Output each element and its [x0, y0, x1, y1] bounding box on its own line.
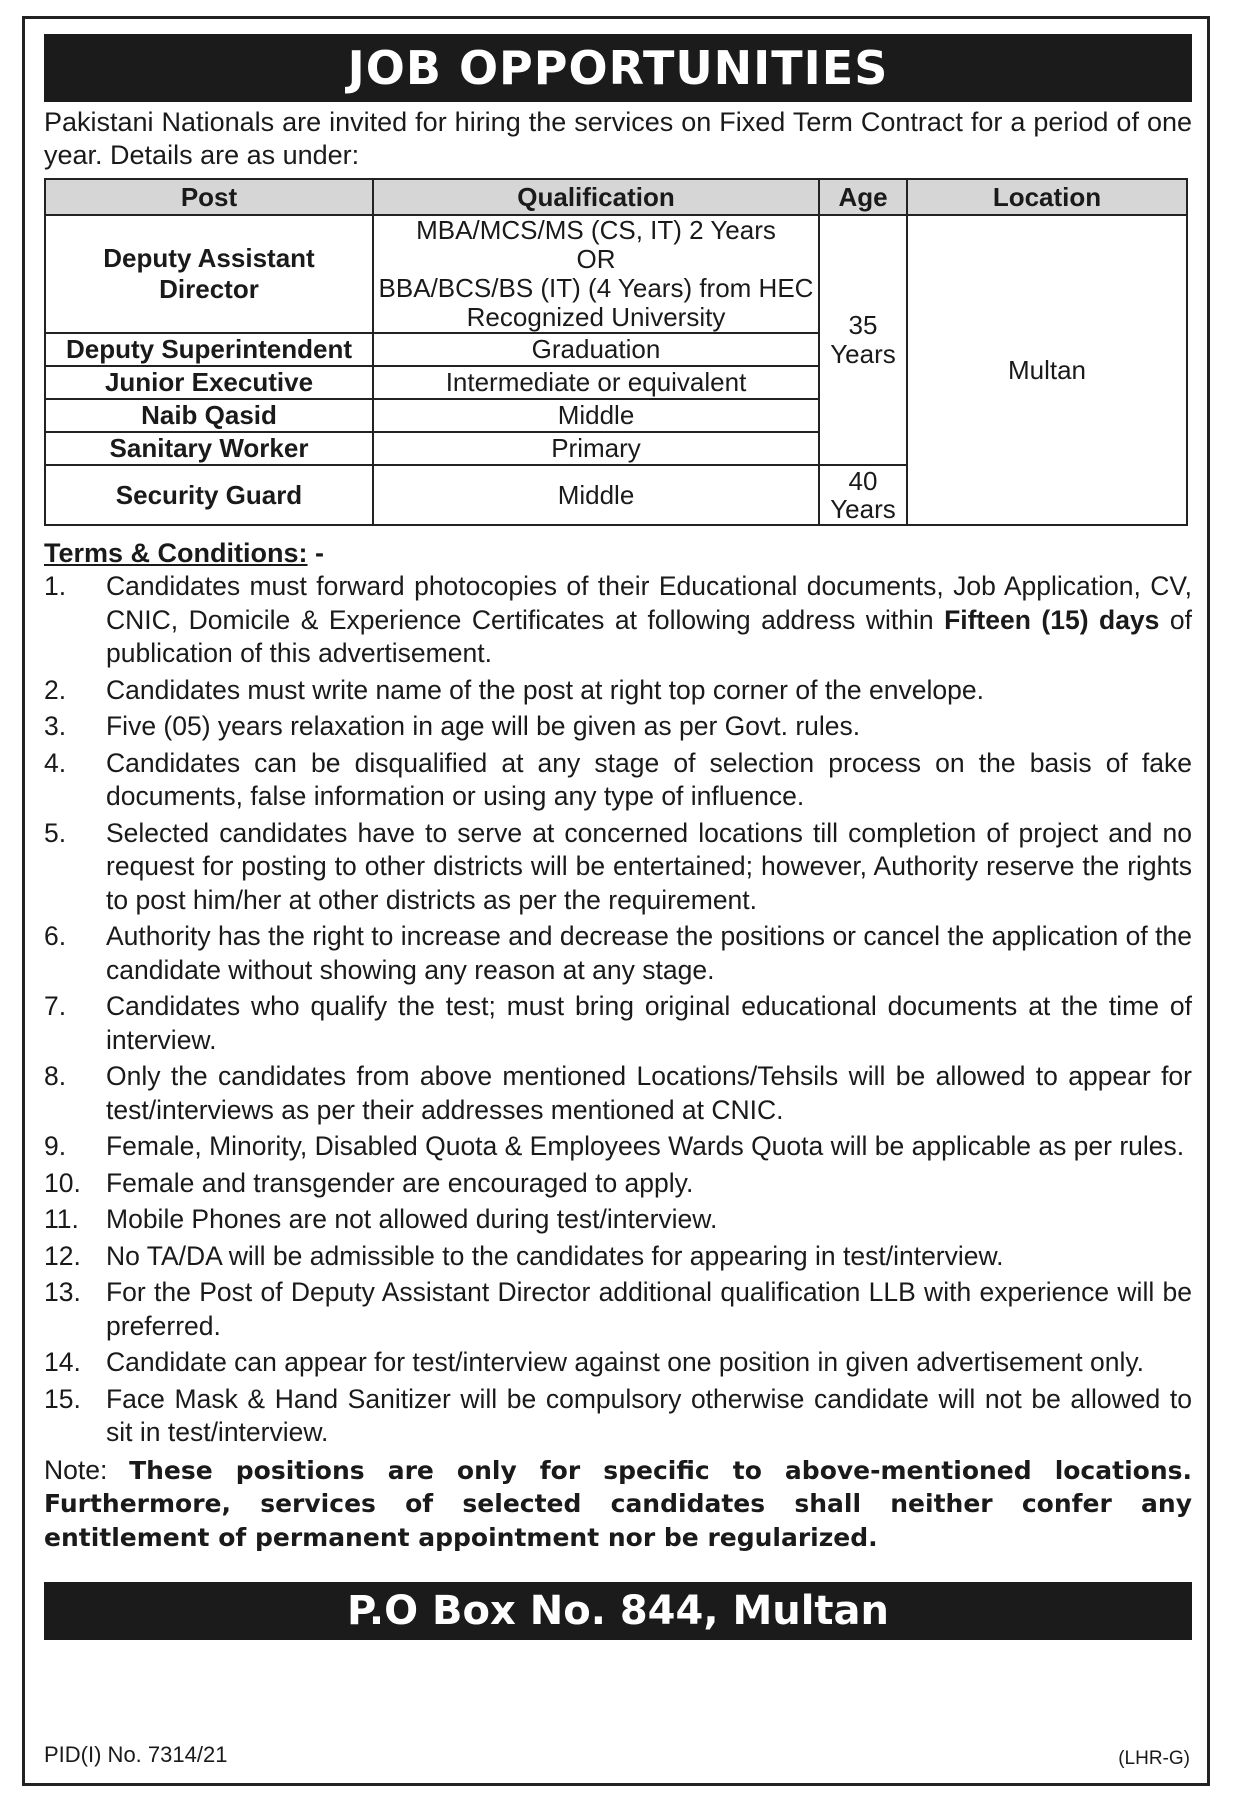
pid-number: PID(I) No. 7314/21	[44, 1742, 228, 1767]
page-title: JOB OPPORTUNITIES	[44, 34, 1192, 102]
qualification-line: BBA/BCS/BS (IT) (4 Years) from HEC	[378, 273, 814, 303]
office-code: (LHR-G)	[1118, 1748, 1190, 1769]
note-label: Note:	[44, 1454, 130, 1485]
location-cell: Multan	[907, 215, 1187, 525]
item-text: For the Post of Deputy Assistant Director additional qualification LLB with experience will be preferred.	[106, 1277, 1192, 1341]
item-text: Female and transgender are encouraged to apply.	[106, 1167, 694, 1198]
item-number: 15.	[44, 1383, 81, 1414]
note	[44, 1454, 1192, 1555]
item-number: 13.	[44, 1277, 81, 1307]
post-cell: Deputy Superintendent	[45, 333, 373, 366]
age-unit: Years	[830, 339, 896, 369]
qualification-line: OR	[576, 244, 616, 274]
post-cell: Deputy Assistant Director	[45, 215, 373, 333]
item-number: 6.	[44, 921, 67, 951]
item-text: Candidate can appear for test/interview against one position in given advertisement only.	[106, 1347, 1145, 1377]
item-text: Female, Minority, Disabled Quota & Employees Wards Quota will be applicable as per rules.	[106, 1131, 1185, 1161]
qualification-line: MBA/MCS/MS (CS, IT) 2 Years	[416, 215, 776, 245]
column-header-qualification: Qualification	[373, 179, 819, 215]
item-text: Only the candidates from above mentioned Locations/Tehsils will be allowed to appear for test/interviews as per their addresses mentioned at CNIC.	[106, 1061, 1192, 1125]
item-number: 8.	[44, 1061, 67, 1091]
column-header-post: Post	[45, 179, 373, 215]
list-item	[44, 1203, 1192, 1237]
item-text-part: Candidates must forward photocopies of their Educational documents, Job Application, CV, CNIC, Domicile & Experience Certificates at following address within	[106, 571, 1192, 635]
post-cell: Junior Executive	[45, 366, 373, 399]
item-text: Candidates must write name of the post at right top corner of the envelope.	[106, 674, 984, 705]
item-number: 9.	[44, 1131, 67, 1161]
post-cell: Sanitary Worker	[45, 432, 373, 465]
item-text: Candidates who qualify the test; must bring original educational documents at the time of interview.	[106, 991, 1192, 1055]
address-banner: P.O Box No. 844, Multan	[44, 1582, 1192, 1640]
terms-list	[44, 570, 1192, 1450]
age-unit: Years	[830, 494, 896, 524]
advertisement	[44, 34, 1192, 1640]
note-text: These positions are only for specific to above-mentioned locations. Furthermore, services of selected candidates shall neither confer any entitlement of permanent appointment nor be regularized.	[44, 1455, 1192, 1552]
terms-heading	[44, 536, 1192, 570]
item-text: No TA/DA will be admissible to the candidates for appearing in test/interview.	[106, 1240, 1004, 1271]
list-item	[44, 920, 1192, 987]
table-header-row	[45, 179, 1187, 215]
age-value: 35	[848, 310, 878, 340]
list-item	[44, 817, 1192, 918]
table-row	[45, 215, 1187, 333]
column-header-location: Location	[907, 179, 1187, 215]
item-number: 2.	[44, 674, 67, 705]
list-item	[44, 570, 1192, 671]
qualification-cell: Primary	[373, 432, 819, 465]
qualification-cell: Middle	[373, 399, 819, 432]
list-item	[44, 674, 1192, 708]
item-number: 3.	[44, 711, 67, 741]
item-number: 14.	[44, 1347, 81, 1377]
item-text-bold: Fifteen (15) days	[944, 604, 1160, 635]
list-item	[44, 1383, 1192, 1450]
list-item	[44, 1276, 1192, 1343]
list-item	[44, 710, 1192, 744]
item-text: Five (05) years relaxation in age will be given as per Govt. rules.	[106, 711, 861, 741]
item-text: Authority has the right to increase and decrease the positions or cancel the application of the candidate without showing any reason at any stage.	[106, 921, 1192, 985]
item-number: 5.	[44, 817, 67, 848]
item-number: 1.	[44, 571, 67, 601]
intro-text: Pakistani Nationals are invited for hiring the services on Fixed Term Contract for a period of one year. Details are as under:	[44, 107, 1192, 170]
terms-heading-text: Terms & Conditions:	[44, 538, 308, 568]
item-number: 11.	[44, 1204, 79, 1234]
post-cell: Naib Qasid	[45, 399, 373, 432]
qualification-cell: Middle	[373, 465, 819, 525]
item-text: Candidates can be disqualified at any stage of selection process on the basis of fake documents, false information or using any type of influence.	[106, 747, 1192, 811]
list-item	[44, 1060, 1192, 1127]
qualification-cell: Graduation	[373, 333, 819, 366]
age-value: 40	[848, 466, 878, 496]
item-number: 7.	[44, 991, 67, 1021]
item-text: Mobile Phones are not allowed during test/interview.	[106, 1204, 718, 1234]
jobs-table	[44, 178, 1188, 526]
item-number: 10.	[44, 1167, 81, 1198]
terms-heading-suffix: -	[307, 538, 325, 568]
age-cell	[819, 465, 907, 525]
qualification-cell	[373, 215, 819, 333]
item-text-part: of publication of this advertisement.	[106, 604, 1192, 668]
item-text	[106, 570, 1192, 671]
item-text: Face Mask & Hand Sanitizer will be compulsory otherwise candidate will not be allowed to sit in test/interview.	[106, 1383, 1192, 1447]
item-text: Selected candidates have to serve at concerned locations till completion of project and no request for posting to other districts will be entertained; however, Authority reserve the rights to post him/her at other districts as per the requirement.	[106, 817, 1192, 915]
list-item	[44, 1346, 1192, 1380]
item-number: 4.	[44, 747, 67, 778]
list-item	[44, 1167, 1192, 1201]
post-cell: Security Guard	[45, 465, 373, 525]
age-cell	[819, 215, 907, 465]
column-header-age: Age	[819, 179, 907, 215]
list-item	[44, 1130, 1192, 1164]
list-item	[44, 990, 1192, 1057]
list-item	[44, 747, 1192, 814]
qualification-cell: Intermediate or equivalent	[373, 366, 819, 399]
item-number: 12.	[44, 1240, 81, 1271]
qualification-line: Recognized University	[466, 302, 726, 332]
list-item	[44, 1240, 1192, 1274]
